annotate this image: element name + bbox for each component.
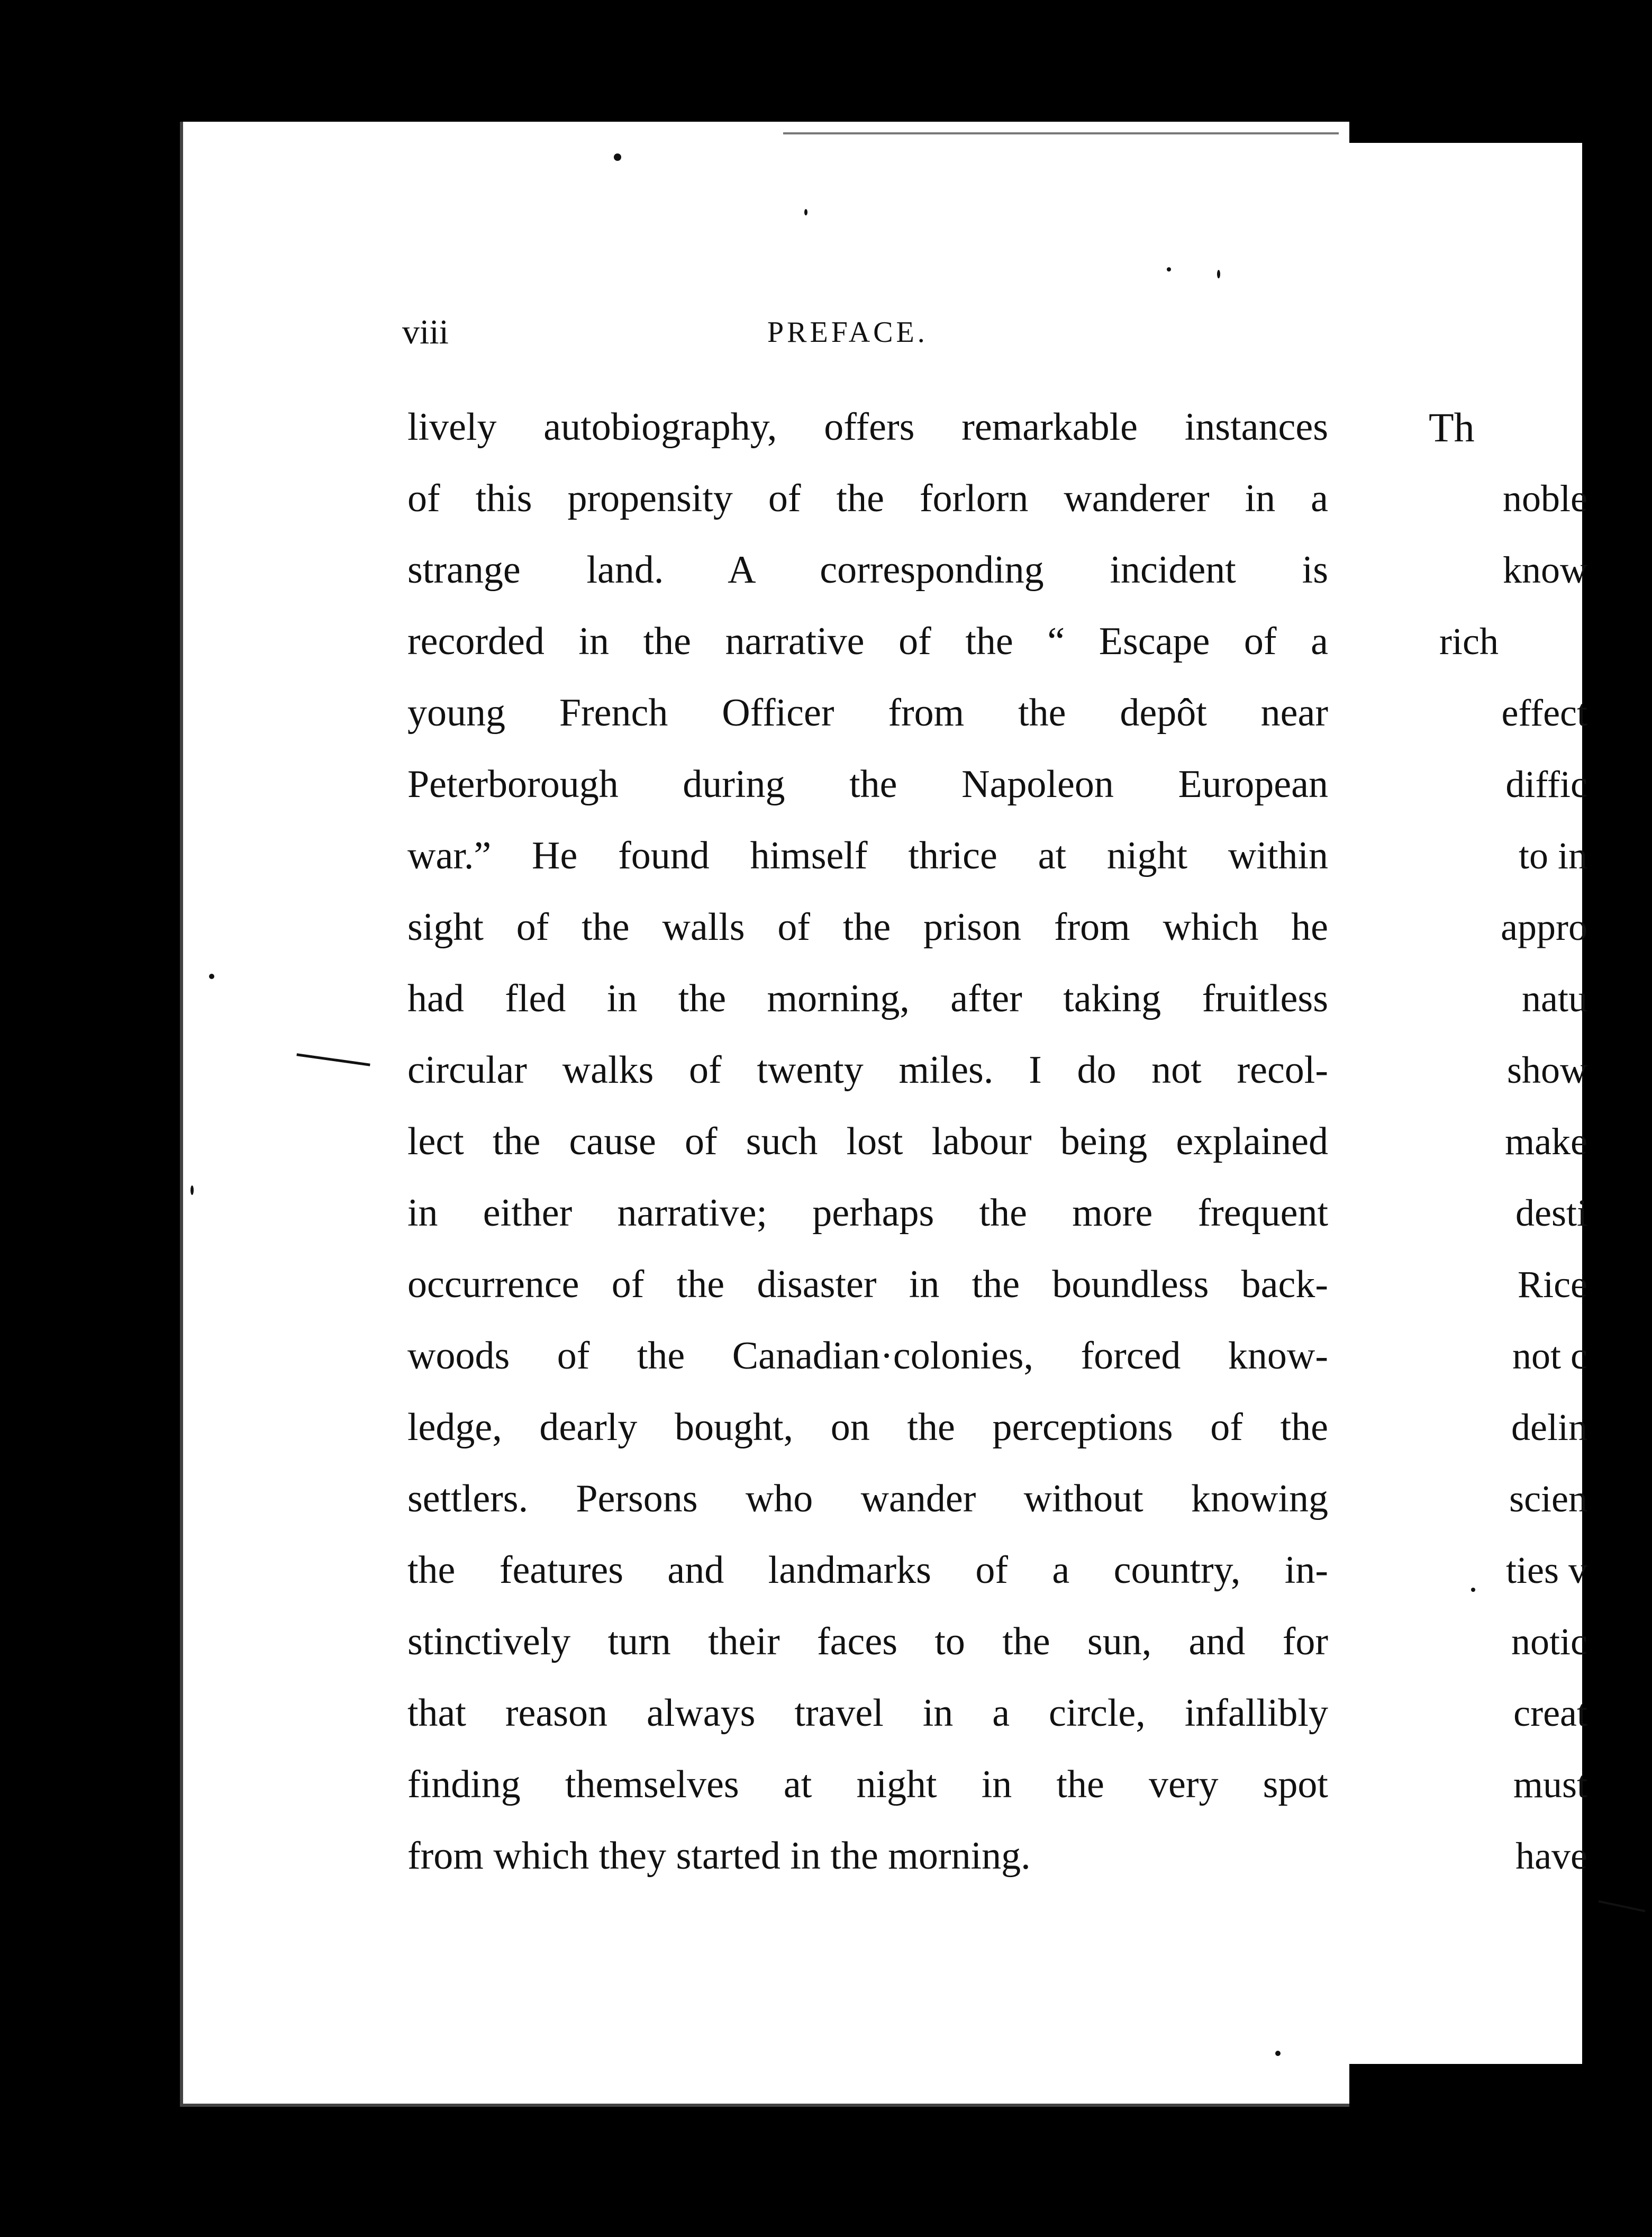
facing-text-fragment: make — [1505, 1120, 1587, 1163]
scan-edge-mark — [783, 132, 1339, 134]
text-line: strange land. A corresponding incident is — [407, 548, 1328, 592]
running-head: PREFACE. — [767, 316, 928, 349]
facing-text-fragment: Th — [1429, 404, 1475, 450]
facing-text-fragment: ties v — [1506, 1549, 1587, 1591]
facing-text-fragment: to in — [1518, 835, 1587, 877]
text-line: sight of the walls of the prison from which he — [407, 905, 1328, 949]
text-line: ledge, dearly bought, on the perceptions of the — [407, 1406, 1328, 1449]
text-line: young French Officer from the depôt near — [407, 691, 1328, 735]
facing-text-fragment: diffic — [1505, 763, 1587, 805]
text-line: war.” He found himself thrice at night within — [407, 834, 1328, 877]
facing-text-fragment: desti — [1515, 1192, 1587, 1234]
text-line: that reason always travel in a circle, infallibly — [407, 1691, 1328, 1735]
scan-edge-mark — [180, 2104, 1349, 2107]
page-number: viii — [402, 313, 449, 351]
facing-text-fragment: have — [1515, 1835, 1587, 1877]
scan-speck — [804, 209, 807, 215]
text-line: occurrence of the disaster in the boundless back- — [407, 1263, 1328, 1306]
facing-text-fragment: not c — [1512, 1335, 1587, 1377]
text-line: of this propensity of the forlorn wanderer in a — [407, 477, 1328, 520]
facing-text-fragment: natu — [1522, 977, 1587, 1020]
scan-speck — [1217, 270, 1220, 278]
scan-speck — [1471, 1588, 1475, 1592]
text-line: lect the cause of such lost labour being explained — [407, 1120, 1328, 1163]
text-line: woods of the Canadian·colonies, forced know- — [407, 1334, 1328, 1378]
text-line: finding themselves at night in the very spot — [407, 1763, 1328, 1806]
facing-text-fragment: creat — [1513, 1692, 1587, 1734]
text-line: recorded in the narrative of the “ Escape of a — [407, 620, 1328, 663]
page-header — [402, 312, 1323, 360]
scan-edge-mark — [180, 122, 183, 2106]
text-line: Peterborough during the Napoleon European — [407, 763, 1328, 806]
facing-text-fragment: appro — [1501, 906, 1587, 948]
facing-text-fragment: know — [1503, 549, 1587, 591]
facing-text-fragment: show — [1506, 1049, 1587, 1091]
scan-speck — [1167, 267, 1171, 271]
facing-text-fragment: Rice — [1518, 1263, 1587, 1306]
facing-page-gutter-shadow — [1582, 143, 1652, 2064]
text-line: circular walks of twenty miles. I do not recol- — [407, 1048, 1328, 1092]
facing-text-fragment: delin — [1511, 1406, 1587, 1448]
facing-text-fragment: noble — [1503, 477, 1587, 520]
body-text — [407, 392, 1328, 1892]
facing-text-fragment: scien — [1509, 1478, 1587, 1520]
text-line: stinctively turn their faces to the sun, and for — [407, 1620, 1328, 1663]
facing-text-fragment: effect — [1501, 692, 1587, 734]
facing-text-fragment: must — [1513, 1763, 1587, 1806]
scan-speck — [190, 1185, 194, 1195]
text-line: from which they started in the morning. — [407, 1834, 1031, 1878]
text-line: settlers. Persons who wander without knowing — [407, 1477, 1328, 1520]
text-line: the features and landmarks of a country, in- — [407, 1548, 1328, 1592]
scan-speck — [614, 153, 621, 161]
facing-text-fragment: rich — [1439, 620, 1499, 663]
facing-text-fragment: notic — [1511, 1620, 1587, 1663]
text-line: lively autobiography, offers remarkable instances — [407, 405, 1328, 449]
scan-speck — [1275, 2051, 1281, 2056]
scan-speck — [209, 974, 214, 979]
facing-page-text — [1429, 392, 1587, 1892]
text-line: had fled in the morning, after taking fruitless — [407, 977, 1328, 1020]
text-line: in either narrative; perhaps the more frequent — [407, 1191, 1328, 1235]
